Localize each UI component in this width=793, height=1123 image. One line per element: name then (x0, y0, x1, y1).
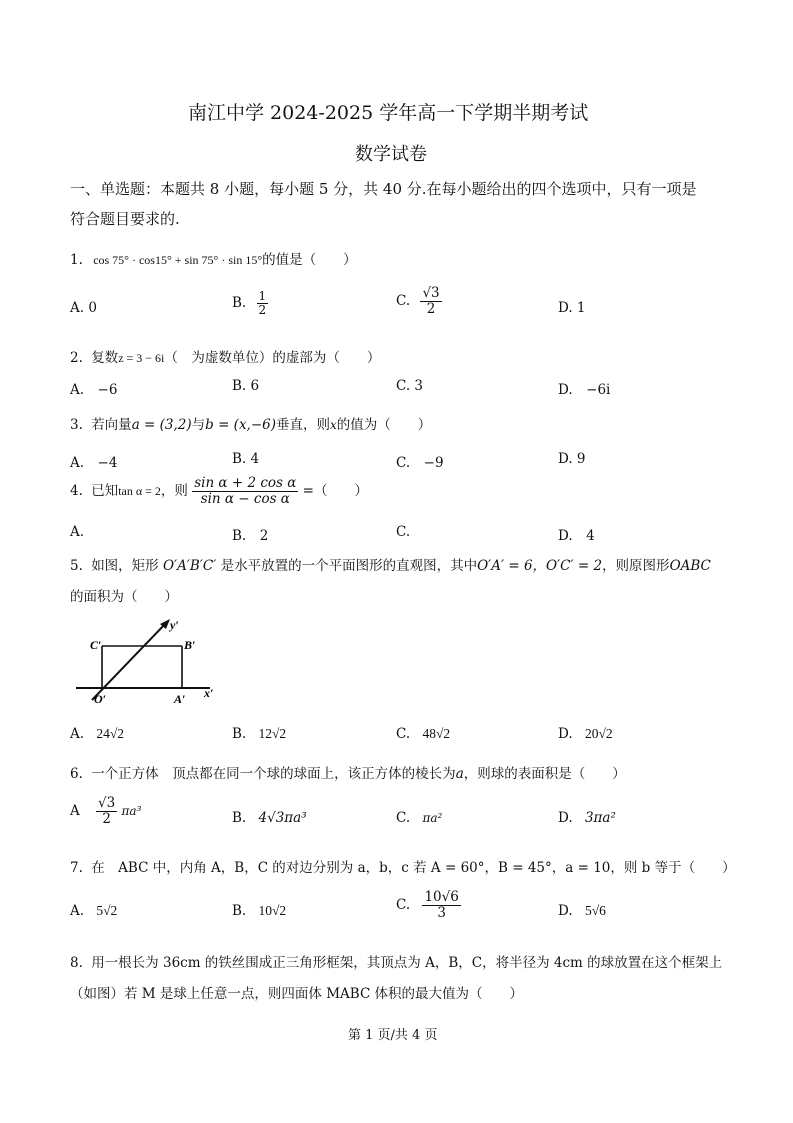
question-number: 3. (70, 417, 83, 433)
q1-option-b (232, 290, 268, 317)
vector-b: b = (x,−6) (205, 417, 277, 433)
denominator: 3 (437, 904, 446, 921)
question-number: 8. (70, 955, 83, 971)
option-label: A. (70, 726, 85, 742)
question-5-line1 (70, 554, 711, 574)
option-value: 10√2 (258, 903, 287, 918)
question-expression: tan α = 2 (118, 483, 161, 498)
question-stem: 的值是（ ） (262, 252, 357, 268)
q5-option-a (70, 726, 124, 742)
q7-option-a (70, 903, 117, 919)
option-label: C. (396, 810, 411, 826)
option-label: D. (558, 726, 573, 742)
label-a: A′ (174, 692, 186, 705)
question-3 (70, 413, 431, 433)
q1-option-d: D. 1 (558, 300, 586, 316)
q4-option-d: D. 4 (558, 528, 595, 544)
q6-option-c (396, 810, 442, 826)
question-6 (70, 762, 626, 782)
option-value: 5√2 (96, 903, 118, 918)
rect-name: O′A′B′C′ (162, 558, 217, 574)
denominator: 2 (426, 300, 436, 317)
option-value: πa³ (121, 803, 142, 818)
question-stem: ，则球的表面积是（ ） (463, 766, 626, 782)
oblique-drawing-figure (72, 615, 232, 705)
option-label: A. (70, 903, 85, 919)
question-stem: 用一根长为 36cm 的铁丝围成正三角形框架，其顶点为 A，B，C，将半径为 4cm 的球放置在这个框架上 (91, 955, 723, 971)
fraction (192, 476, 298, 507)
denominator: 2 (102, 810, 111, 827)
exam-title: 南江中学 2024-2025 学年高一下学期半期考试 (188, 102, 589, 124)
question-4 (70, 476, 368, 507)
question-number: 1. (70, 252, 83, 268)
section-heading-line1: 一、单选题：本题共 8 小题，每小题 5 分，共 40 分.在每小题给出的四个选项中，只有一项是 (70, 180, 697, 198)
option-label: B. (232, 903, 247, 919)
original-figure: OABC (669, 558, 711, 574)
lengths: O′A′ = 6，O′C′ = 2 (477, 558, 603, 574)
q3-option-c: C. −9 (396, 455, 444, 471)
section-heading-line2: 符合题目要求的. (70, 210, 180, 228)
numerator: 10√6 (424, 889, 459, 905)
q5-option-b (232, 726, 286, 742)
page-footer: 第 1 页/共 4 页 (348, 1028, 438, 1043)
label-o: O′ (94, 692, 107, 705)
q5-option-c (396, 726, 450, 742)
option-label: C. (396, 726, 411, 742)
option-value: 3πa² (584, 810, 616, 826)
option-label: D. (558, 903, 573, 919)
option-value: 24√2 (96, 726, 125, 741)
q7-option-c (396, 890, 461, 921)
numerator: √3 (98, 795, 116, 811)
q6-option-b (232, 810, 307, 826)
q7-option-d (558, 903, 606, 919)
q7-option-b (232, 903, 286, 919)
question-stem: 垂直，则 (276, 417, 331, 433)
option-value: πa² (422, 811, 443, 825)
option-value: 12√2 (258, 726, 287, 741)
question-stem: 如图，矩形 (91, 558, 159, 574)
question-expression: z = 3 − 6i (118, 351, 165, 365)
option-value: 5√6 (584, 903, 606, 918)
numerator: 1 (258, 289, 267, 303)
question-number: 7. (70, 860, 83, 876)
exam-subtitle: 数学试卷 (355, 144, 427, 165)
vector-a: a = (3,2) (131, 417, 192, 433)
question-expression: cos 75° · cos15° + sin 75° · sin 15° (93, 253, 263, 267)
fraction (420, 286, 441, 317)
question-stem: 与 (191, 417, 206, 433)
option-label: C. (396, 896, 411, 913)
question-stem: 在 ABC 中，内角 A，B，C 的对边分别为 a，b，c 若 A = 60°，B = 45°，a = 10，则 b 等于（ ） (91, 860, 736, 876)
option-label: C. (396, 292, 411, 309)
option-value: 4√3πa³ (258, 810, 307, 826)
question-stem: 是水平放置的一个平面图形的直观图，其中 (220, 558, 478, 574)
question-stem: （ 为虚数单位）的虚部为（ ） (164, 350, 381, 366)
question-stem: 复数 (91, 350, 119, 366)
question-stem: 已知 (91, 482, 119, 499)
numerator: sin α + 2 cos α (194, 475, 297, 491)
question-5-line2: 的面积为（ ） (70, 589, 178, 605)
question-stem: ，则原图形 (602, 558, 670, 574)
option-label: B. (232, 295, 247, 312)
label-x: x′ (204, 686, 214, 700)
q3-option-a: A. −4 (70, 455, 118, 471)
option-value: 48√2 (422, 726, 451, 741)
variable: a (455, 766, 464, 782)
q2-option-a: A. −6 (70, 382, 118, 398)
question-stem: =（ ） (302, 482, 368, 499)
q5-option-d (558, 726, 613, 742)
question-number: 5. (70, 558, 83, 574)
question-number: 6. (70, 766, 83, 782)
question-stem: 的值为（ ） (336, 417, 432, 433)
question-8-line1 (70, 951, 722, 971)
option-value: 20√2 (584, 726, 613, 741)
q1-option-a: A. 0 (70, 300, 97, 316)
label-b: B′ (184, 638, 196, 652)
variable: x (330, 418, 337, 432)
question-number: 2. (70, 350, 83, 366)
q4-option-b: B. 2 (232, 528, 269, 544)
q6-option-d (558, 810, 616, 826)
q2-option-d: D. −6i (558, 382, 611, 398)
q2-option-b: B. 6 (232, 378, 260, 394)
question-number: 4. (70, 482, 83, 499)
question-7 (70, 856, 736, 876)
option-label: B. (232, 810, 247, 826)
denominator: sin α − cos α (200, 490, 290, 507)
question-stem: 一个正方体 顶点都在同一个球的球面上，该正方体的棱长为 (91, 766, 456, 782)
denominator: 2 (258, 303, 267, 318)
fraction (96, 796, 117, 827)
option-label: B. (232, 726, 247, 742)
fraction (257, 290, 269, 317)
q3-option-b: B. 4 (232, 451, 260, 467)
q6-option-a (70, 796, 141, 827)
option-label: A (70, 802, 80, 819)
q1-option-c (396, 286, 442, 317)
q4-option-c: C. (396, 524, 411, 540)
numerator: √3 (422, 285, 440, 301)
option-label: D. (558, 810, 573, 826)
label-y: y′ (170, 618, 179, 632)
q3-option-d: D. 9 (558, 451, 586, 467)
fraction (422, 890, 460, 921)
q2-option-c: C. 3 (396, 378, 424, 394)
q4-option-a: A. (70, 524, 85, 540)
question-stem: 若向量 (91, 417, 132, 433)
question-8-line2: （如图）若 M 是球上任意一点，则四面体 MABC 体积的最大值为（ ） (70, 986, 524, 1002)
question-2 (70, 346, 380, 366)
question-stem: ，则 (160, 482, 188, 499)
question-1 (70, 248, 357, 268)
label-c: C′ (90, 638, 102, 652)
